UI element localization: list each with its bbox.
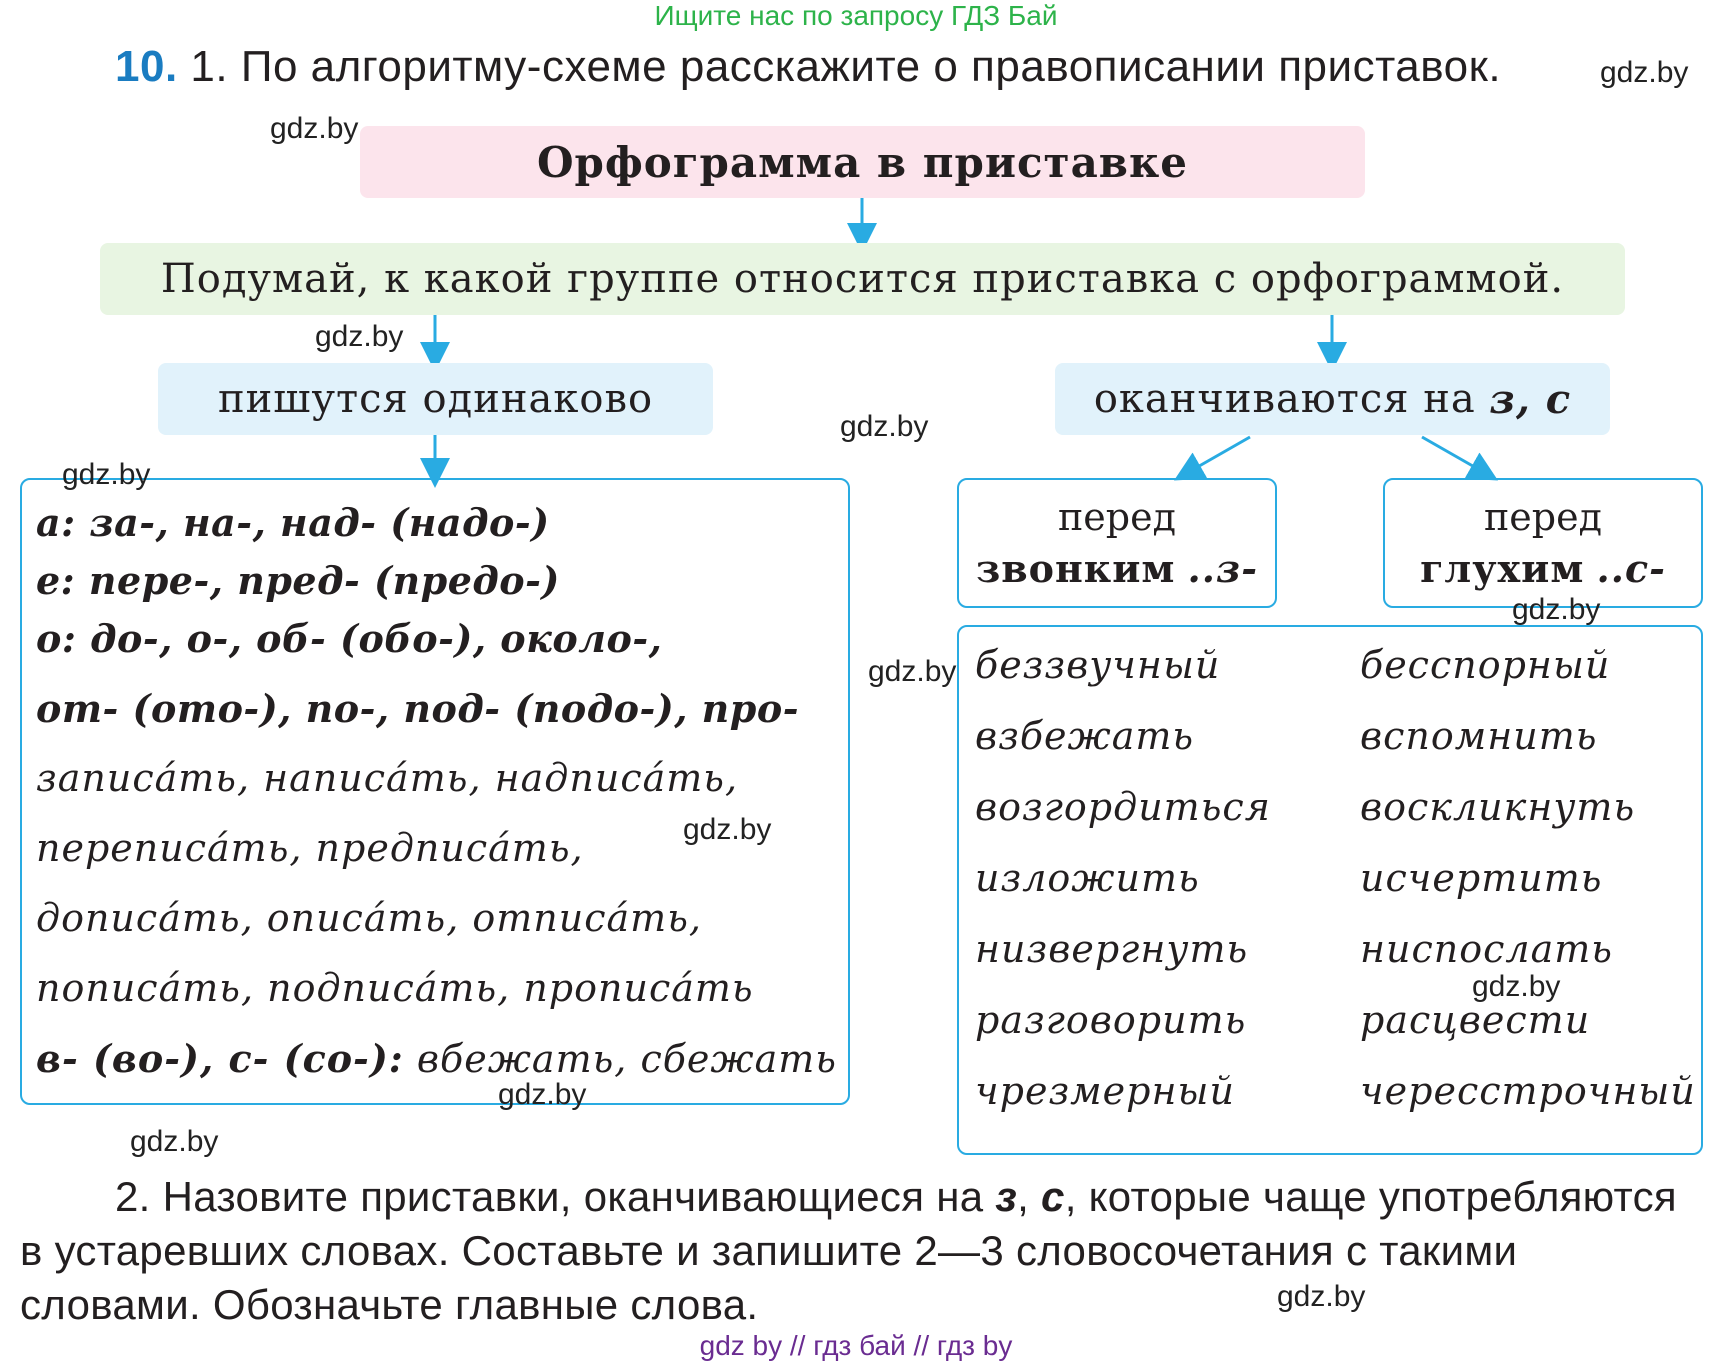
bottom-banner[interactable]: gdz by // гдз бай // гдз by <box>699 1330 1013 1361</box>
before-voiceless-value <box>1420 543 1666 595</box>
watermark: gdz.by <box>683 813 772 846</box>
part2-comma: , <box>1017 1173 1042 1220</box>
rule-line-o: о: до-, о-, об- (обо-), около-, <box>36 616 663 661</box>
watermark: gdz.by <box>315 320 404 353</box>
rule-line-a: а: за-, на-, над- (надо-) <box>36 500 550 545</box>
before-voiceless-frame <box>1383 478 1703 608</box>
arrow-zs-to-voiced <box>1187 437 1250 473</box>
branch-ends-label: оканчиваются на <box>1093 376 1476 422</box>
scheme-question: Подумай, к какой группе относится приставка с орфограммой. <box>100 243 1625 315</box>
word-z: беззвучный <box>975 643 1221 687</box>
scheme-title: Орфограмма в приставке <box>360 126 1365 198</box>
voiceless-label: глухим <box>1420 546 1585 591</box>
task-text: 1. По алгоритму-схеме расскажите о правописании приставок. <box>190 42 1502 91</box>
word-z: чрезмерный <box>975 1069 1235 1113</box>
word-z: низвергнуть <box>975 927 1249 971</box>
example-line-1: записа́ть, написа́ть, надписа́ть, <box>36 756 739 800</box>
watermark: gdz.by <box>1512 593 1601 626</box>
example-line-2: переписа́ть, предписа́ть, <box>36 826 584 870</box>
watermark: gdz.by <box>868 655 957 688</box>
word-s: расцвести <box>1360 998 1591 1042</box>
word-z: изложить <box>975 856 1200 900</box>
rule-line-o-cont: от- (ото-), по-, под- (подо-), про- <box>36 686 799 731</box>
word-s: вспомнить <box>1360 714 1598 758</box>
letter-s: с <box>1041 1173 1065 1220</box>
watermark: gdz.by <box>498 1078 587 1111</box>
watermark: gdz.by <box>62 458 151 491</box>
word-s: воскликнуть <box>1360 785 1636 829</box>
before-voiced-value <box>976 543 1258 595</box>
v-s-rule-line <box>36 1036 837 1081</box>
watermark: gdz.by <box>1277 1280 1366 1313</box>
word-s: чересстрочный <box>1360 1069 1696 1113</box>
rule-line-e: е: пере-, пред- (предо-) <box>36 558 560 603</box>
before-voiced-frame <box>957 478 1277 608</box>
letter-z: з <box>995 1173 1018 1220</box>
word-z: возгордиться <box>975 785 1271 829</box>
word-s: исчертить <box>1360 856 1603 900</box>
branch-ends-z-s <box>1055 363 1610 435</box>
top-banner[interactable]: Ищите нас по запросу ГДЗ Бай <box>654 0 1058 31</box>
voiceless-marker: ..с- <box>1596 546 1666 591</box>
before-voiced-label: перед <box>1057 495 1177 539</box>
branch-same-spelling: пишутся одинаково <box>158 363 713 435</box>
word-z: разговорить <box>975 998 1247 1042</box>
word-z: взбежать <box>975 714 1195 758</box>
part2-text-start: 2. Назовите приставки, оканчивающиеся на <box>115 1173 996 1220</box>
v-s-examples: вбежать, сбежать <box>416 1037 837 1081</box>
watermark: gdz.by <box>840 410 929 443</box>
watermark: gdz.by <box>270 112 359 145</box>
watermark: gdz.by <box>1472 970 1561 1003</box>
word-s: бесспорный <box>1360 643 1611 687</box>
example-line-3: дописа́ть, описа́ть, отписа́ть, <box>36 896 702 940</box>
task-part-2 <box>20 1170 1700 1332</box>
branch-ends-letters: з, с <box>1489 375 1572 423</box>
part2-text-end: , которые чаще употребляются в устаревших словах. Составьте и запишите 2—3 словосочетания с такими словами. Обозначьте главные слова. <box>20 1173 1677 1328</box>
before-voiceless-label: перед <box>1483 495 1603 539</box>
arrow-zs-to-voiceless <box>1422 437 1485 473</box>
voiced-label: звонким <box>975 546 1176 591</box>
watermark: gdz.by <box>130 1125 219 1158</box>
word-s: ниспослать <box>1360 927 1613 971</box>
watermark: gdz.by <box>1600 56 1689 89</box>
example-line-4: пописа́ть, подписа́ть, прописа́ть <box>36 966 754 1010</box>
voiced-marker: ..з- <box>1187 546 1259 591</box>
v-s-rule: в- (во-), с- (со-): <box>36 1036 404 1081</box>
task-number: 10. <box>115 42 178 91</box>
